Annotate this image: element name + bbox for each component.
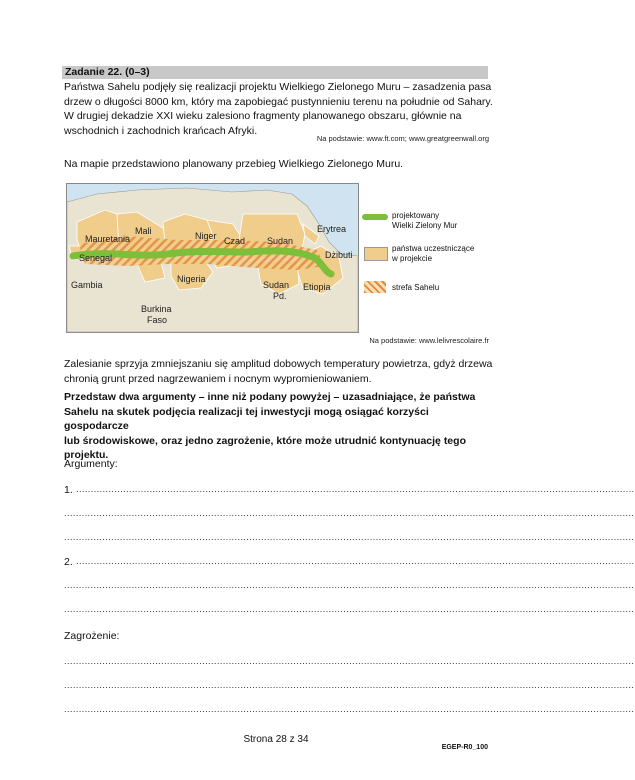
legend-states-label: państwa uczestniczące w projekcie bbox=[392, 244, 475, 263]
answer-line-1b[interactable]: .................................................................................................................................................................................................. bbox=[64, 508, 635, 519]
intro-line: wschodnich i zachodnich krańcach Afryki. bbox=[64, 124, 258, 137]
label-senegal: Senegal bbox=[79, 253, 113, 263]
africa-map bbox=[66, 183, 359, 333]
intro-line: Państwa Sahelu podjęły się realizacji projektu Wielkiego Zielonego Muru – zasadzenia pasa bbox=[64, 81, 492, 93]
instruction-line: lub środowiskowe, oraz jedno zagrożenie, które może utrudnić kontynuację tego bbox=[64, 434, 466, 447]
intro-line: W drugiej dekadzie XXI wieku zalesiono fragmenty planowanego obszaru, głównie na bbox=[64, 110, 462, 122]
answer-line-3c[interactable]: .................................................................................................................................................................................................. bbox=[64, 704, 635, 715]
instruction-line: Przedstaw dwa argumenty – inne niż podany powyżej – uzasadniające, że państwa bbox=[64, 391, 476, 403]
after-map-text bbox=[64, 357, 494, 386]
legend-sahel-swatch bbox=[364, 281, 386, 293]
answer-line-3b[interactable]: .................................................................................................................................................................................................. bbox=[64, 680, 635, 691]
source-note-2: Na podstawie: www.lelivrescolaire.fr bbox=[369, 336, 489, 345]
legend-sahel-label: strefa Sahelu bbox=[392, 283, 440, 292]
answer-line-2b[interactable]: .................................................................................................................................................................................................. bbox=[64, 580, 635, 591]
answer-line-2a[interactable]: .............................................................................................................................................................................................. bbox=[76, 556, 635, 567]
instruction-line: projektu. bbox=[64, 449, 109, 461]
map-intro: Na mapie przedstawiono planowany przebieg Wielkiego Zielonego Muru. bbox=[64, 158, 404, 170]
answer-line-3a[interactable]: .................................................................................................................................................................................................. bbox=[64, 656, 635, 667]
page-number: Strona 28 z 34 bbox=[243, 734, 309, 745]
label-burkina-2: Faso bbox=[147, 315, 168, 325]
label-sudan-pd-2: Pd. bbox=[273, 291, 287, 301]
map-svg bbox=[67, 184, 358, 332]
label-czad: Czad bbox=[224, 236, 246, 246]
task-intro bbox=[64, 80, 494, 138]
label-etiopia: Etiopia bbox=[303, 282, 331, 292]
intro-line: drzew o długości 8000 km, który ma zapobiegać pustynnieniu terenu na południe od Sahary. bbox=[64, 95, 493, 108]
item-2-number: 2. bbox=[64, 556, 73, 568]
task-heading: Zadanie 22. (0–3) bbox=[62, 66, 488, 79]
answer-line-1c[interactable]: .................................................................................................................................................................................................. bbox=[64, 532, 635, 543]
label-sudan: Sudan bbox=[267, 236, 294, 246]
label-burkina-1: Burkina bbox=[141, 304, 172, 314]
after-map-line: Zalesianie sprzyja zmniejszaniu się amplitud dobowych temperatury powietrza, gdyż drzewa bbox=[64, 358, 493, 370]
legend-states-swatch bbox=[364, 247, 388, 261]
threat-label: Zagrożenie: bbox=[64, 630, 120, 642]
label-mauretania: Mauretania bbox=[85, 234, 131, 244]
arguments-label: Argumenty: bbox=[64, 458, 118, 470]
label-nigeria: Nigeria bbox=[177, 274, 206, 284]
legend-wall-swatch bbox=[362, 214, 388, 220]
answer-line-1a[interactable]: .............................................................................................................................................................................................. bbox=[76, 484, 635, 495]
label-erytrea: Erytrea bbox=[317, 224, 347, 234]
source-note-1: Na podstawie: www.ft.com; www.greatgreenwall.org bbox=[316, 134, 489, 143]
legend-wall-label: projektowany Wielki Zielony Mur bbox=[392, 211, 458, 230]
instruction bbox=[64, 390, 494, 463]
label-niger: Niger bbox=[195, 231, 217, 241]
label-mali: Mali bbox=[135, 226, 152, 236]
item-1-number: 1. bbox=[64, 484, 73, 496]
label-dzibuti: Dżibuti bbox=[325, 250, 353, 260]
answer-line-2c[interactable]: .................................................................................................................................................................................................. bbox=[64, 604, 635, 615]
label-gambia: Gambia bbox=[71, 280, 103, 290]
exam-code: EGEP-R0_100 bbox=[441, 744, 488, 751]
instruction-line: Sahelu na skutek podjęcia realizacji tej inwestycji mogą osiągać korzyści gospodarcze bbox=[64, 405, 429, 432]
label-sudan-pd-1: Sudan bbox=[263, 280, 290, 290]
after-map-line: chronią grunt przed nagrzewaniem i nocnym wypromieniowaniem. bbox=[64, 372, 372, 385]
